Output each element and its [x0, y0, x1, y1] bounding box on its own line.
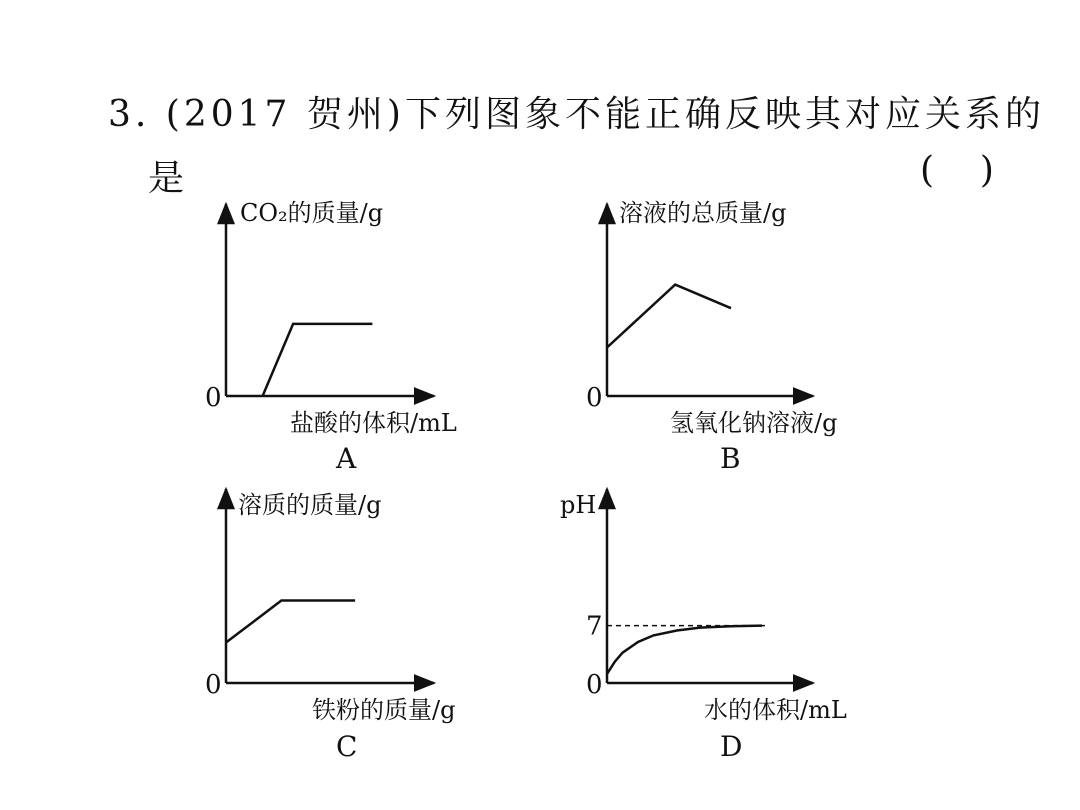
- graph-c-option-letter: C: [336, 730, 358, 763]
- graph-d-option-letter: D: [720, 730, 743, 763]
- graph-d-curve: [607, 626, 762, 674]
- graph-b-option-letter: B: [720, 442, 741, 475]
- graph-a-curve: [263, 324, 373, 396]
- question-text-line1: 3. (2017 贺州)下列图象不能正确反映其对应关系的: [108, 94, 1045, 135]
- graph-c: [205, 489, 455, 763]
- answer-blank: ( ): [920, 150, 994, 191]
- graph-a-origin: 0: [205, 383, 222, 413]
- graph-d-y-label: pH: [560, 491, 597, 519]
- graph-c-x-label: 铁粉的质量/g: [312, 696, 456, 724]
- graph-b-curve: [607, 285, 731, 348]
- graph-b: [586, 199, 837, 475]
- question-text-line2: 是: [148, 158, 185, 199]
- graph-a-y-label: CO₂的质量/g: [240, 199, 384, 227]
- graph-b-y-label: 溶液的总质量/g: [619, 199, 787, 227]
- graph-d-ph7-label: 7: [586, 611, 603, 642]
- graph-d-origin: 0: [586, 670, 603, 700]
- graph-a: [205, 199, 457, 475]
- graph-b-x-label: 氢氧化钠溶液/g: [670, 409, 838, 437]
- graph-c-curve: [226, 601, 355, 643]
- graph-a-option-letter: A: [336, 442, 357, 475]
- graph-b-origin: 0: [586, 383, 603, 413]
- graph-c-y-label: 溶质的质量/g: [238, 491, 382, 519]
- graph-d-x-label: 水的体积/mL: [704, 696, 847, 724]
- graph-a-x-label: 盐酸的体积/mL: [290, 409, 457, 437]
- graph-c-origin: 0: [205, 670, 222, 700]
- graph-d: [560, 489, 847, 763]
